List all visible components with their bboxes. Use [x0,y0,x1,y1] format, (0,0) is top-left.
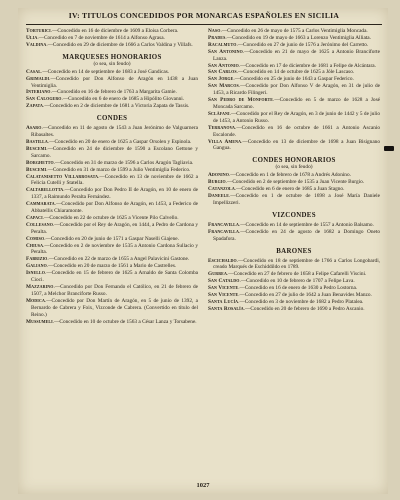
left-column [26,28,198,325]
title-entry [26,42,198,49]
title-grant-text: .—Concedido en 5 de marzo de 1628 a José Moncada Sarcamo. [213,97,380,110]
title-entry [26,28,198,35]
title-grant-text: .—Concedido en 29 de diciembre de 1666 a Carlos Valdina y Villafs. [46,41,193,48]
title-grant-text: .—Concedido en 26 de mayo de 1575 a Carlos Ventimiglia Moncada. [220,28,368,34]
title-grant-text: .—Concedido en 31 de marzo de 1599 a Julio Ventimiglia Federico. [46,166,191,173]
title-entry [208,179,380,186]
title-entry [26,96,198,103]
title-name: Isnello [26,270,45,277]
right-sections [208,157,380,313]
title-grant-text: .—Concedido en 11 de agosto de 1543 a Juan Jerónimo de Valguarnera Ribasaltes. [31,125,198,139]
title-entry [208,278,380,285]
title-entry [208,69,380,76]
page-number: 1027 [196,482,210,489]
title-grant-text: .—Concedido en 27 de febrero de 1658 a Felipe Cafarelli Viscini. [226,271,367,278]
title-name: San Antonio [208,62,239,69]
title-grant-text: .—Concedido en 13 de diciembre de 1698 a Juan Bisignano Gangua. [213,138,380,152]
title-grant-text: .—Concedido en 19 de mayo de 1663 a Lorenzo Ventimiglia Alliata. [225,34,371,41]
title-name: San Vicente [208,292,239,299]
title-name: Prades [208,34,226,41]
title-name: Fabrizio [26,256,48,263]
title-grant-text: .—Concedido en 27 de junio de 1576 a Jerónimo del Carretto. [236,41,369,48]
title-name: San Jorge [208,76,234,83]
title-grant-text: .—Concedido por Don Alfonso de Aragón en 1438 a Juan Ventimiglia. [31,75,198,89]
title-name: Borghetto [26,159,54,166]
section-subtitle: (o sea, sin feudo) [93,60,131,67]
title-entry [26,160,198,167]
title-grant-text: .—Concedido en 16 de febrero de 1763 a Margarita Gamie. [50,89,177,96]
title-entry [26,243,198,257]
title-name: Calatanisetto Villarrosata [26,173,99,180]
title-grant-text: .—Concedido en 21 de mayo de 1625 a Antonio Branciforte Lanza. [213,48,380,62]
title-grant-text: .—Concedido en 20 de marzo de 1561 a Mario de Castrelles. [46,263,177,270]
title-name: Santa Lucía [208,299,239,305]
title-entry [26,174,198,188]
title-entry [26,284,198,298]
title-name: Burgio [208,179,226,186]
title-entry [208,125,380,139]
title-name: Capaci [26,214,43,221]
title-grant-text: .—Concedido en 6 de enero de 1685 a Hipólito Giovanni. [61,96,185,103]
title-grant-text: .—Concedido por Don Fernando el Católico, en 21 de febrero de 1507, a Melchor Branciforte Russo. [31,284,198,297]
title-name: Galiano [26,263,47,270]
title-name: Modica [26,297,45,304]
section-subtitle: (o sea, sin feudo) [275,164,313,171]
title-name: Francavilla [208,221,239,228]
title-entry [26,256,198,263]
title-entry [208,42,380,49]
title-name: Interiano [26,89,51,96]
title-grant-text: .—Concedido por Don Martín de Aragón, en 5 de junio de 1392, a Bernardo de Cabrera y Foix, Vizconde de Cabrera. (Convertido en título del Reino.) [31,297,198,318]
title-grant-text: .—Concedido en 15 de febrero de 1625 a Arnaldo de Santa Colomba Cioci. [31,270,198,284]
title-name: Terranova [208,124,236,131]
title-grant-text: .—Concedido en 20 de febrero de 1690 a Pedro Ascanio. [243,305,365,312]
title-entry [208,285,380,292]
title-entry [26,319,198,326]
title-entry [208,258,380,272]
title-grant-text: .—Concedido en 2 de septiembre de 1535 a Juan Vicente Burgio. [225,179,365,186]
title-entry [208,63,380,70]
title-grant-text: .—Concedido en 10 de febrero de 1707 a Felipe Lava. [239,278,355,285]
title-name: Buscemi [26,145,47,152]
title-grant-text: .—Concedido en 14 de septiembre de 1557 a Antonio Balsamo. [238,221,374,228]
title-grant-text: .—Concedido por Don Pedro II de Aragón, en 10 de enero de 1337, a Raimundo Peralta Fernández. [31,187,198,201]
title-entry [26,89,198,96]
title-grant-text: .—Concedido por Don Alfonso de Aragón, en 1453, a Federico de Abbatellis Chiaramonte. [31,201,198,215]
title-name: Collesano [26,221,53,228]
title-grant-text: .—Concedido en 17 de diciembre de 1681 a Felipe de Alcántara. [238,62,376,69]
title-grant-text: .—Concedido por Don Alfonso V de Aragón, en 31 de julio de 1453, a Ricardo Filingeri. [213,83,380,97]
title-entry [26,139,198,146]
title-name: Mazzarino [26,284,54,290]
title-entry [208,186,380,193]
title-name: Zapata [26,103,44,110]
title-entry [208,229,380,243]
title-grant-text: .—Concedido por el Rey de Aragón, en 3 de junio de 1442 y 5 de julio de 1453, a Antonio Russo. [213,110,380,124]
title-name: San Marcos [208,83,239,90]
title-entry [208,97,380,111]
title-entry [26,298,198,319]
title-name: San Cataldo [208,278,240,285]
title-grant-text: .—Concedido en 24 de agosto de 1682 a Domingo Oneto Spadafora. [213,228,380,242]
title-grant-text: .—Concedido en 14 de octubre de 1625 a Jóle Lascaso. [236,69,355,76]
title-grant-text: .—Concedido en 7 de noviembre de 1614 a Alfonso Agrasa. [37,34,165,41]
title-entry [208,111,380,125]
title-name: Francavilla [208,228,239,235]
title-entry [208,299,380,306]
title-name: San Carlos [208,69,237,76]
title-entry [26,201,198,215]
title-name: San Antonino [208,48,243,55]
title-name: Asaro [26,125,42,132]
title-entry [26,270,198,284]
title-entry [26,187,198,201]
title-entry [26,125,198,139]
title-name: Santa Rosalía [208,305,244,312]
title-entry [208,28,380,35]
title-entry [26,76,198,90]
title-grant-text: .—Concedido en 25 de junio de 1643 a Gaspar Federico. [233,76,354,83]
title-grant-text: .—Concedido en 18 de septiembre de 1766 a Carlos Longobardi, creado Marqués de Eschiddildo en 1789. [213,257,380,271]
title-entry [208,292,380,299]
section-title: BARONES [276,247,312,255]
title-entry [26,167,198,174]
title-grant-text: .—Concedido en 10 de octubre de 1563 a César Lanza y Torsabene. [52,318,197,325]
left-sections [26,54,198,326]
title-entry [208,172,380,179]
title-name: Ulia [26,34,38,41]
title-entry [26,103,198,110]
title-name: Catanzola [208,186,235,193]
title-name: Racalmuto [208,41,237,48]
title-grant-text: .—Concedido en 20 de enero de 1625 a Gaspar Orsolen y Espinola. [47,138,192,145]
title-grant-text: .—Concedido en 13 de noviembre de 1662 a Felicia Cutelli y Statella. [31,173,198,187]
title-grant-text: .—Concedido en 31 de marzo de 1596 a Carlos Aragón Tagliavia. [53,159,194,166]
title-grant-text: .—Concedido en 22 de octubre de 1625 a Vicente Pilo Calvello. [42,214,179,221]
title-entry [208,193,380,207]
title-name: Escichaldo [208,257,237,264]
title-name: Gurrea [208,271,227,278]
title-name: Buscemi [26,166,47,173]
title-grant-text: .—Concedido en 6 de enero de 1685 a Juan Stagno. [234,186,345,193]
title-entry [208,306,380,313]
title-name: San Calogero [26,96,62,103]
title-name: Naso [208,28,221,34]
title-grant-text: .—Concedido en 16 de enero de 1630 a Pedro Lostorna. [238,285,358,292]
right-column [208,28,380,313]
title-name: Villa Amena [208,138,242,145]
left-intro-entries [26,28,198,49]
section-title: VIZCONDES [272,211,316,219]
section-title: MARQUESES HONORARIOS [62,53,162,61]
title-name: Caltabellotta [26,187,64,194]
title-name: San Vicente [208,285,239,292]
title-name: Casal [26,68,41,75]
title-grant-text: .—Concedido en 20 de junio de 1571 a Gaspar Naselli Giajene. [44,235,179,242]
title-name: Mussumeli [26,318,53,325]
title-entry [26,35,198,42]
title-name: San Pedro de Monforte [208,97,273,104]
title-name: Valdina [26,41,47,48]
title-grant-text: .—Concedido en 1 de octubre de 1698 a José María Daniele Impellizzeri. [213,193,380,206]
section-title: CONDES [96,115,128,123]
title-name: Sclàfani [208,110,230,117]
title-entry [208,35,380,42]
right-intro-entries [208,28,380,152]
title-grant-text: .—Concedido en 3 de noviembre de 1682 a Pedro Platalea. [238,299,364,305]
title-name: Adonino [208,172,229,179]
title-grant-text: .—Concedido en 24 de diciembre de 1590 a Escolano Gettone y Sarcamo. [31,145,198,159]
title-entry [208,222,380,229]
title-grant-text: .—Concedido en 16 de diciembre de 1609 a Eloisa Corbera. [50,28,179,34]
title-name: Cammarata [26,201,55,208]
title-entry [208,139,380,153]
section-title: CONDES HONORARIOS [252,157,336,165]
title-name: Chiusa [26,242,44,249]
running-header: IV: TITULOS CONCEDIDOS POR MONARCAS ESPAÑOLES EN SICILIA [26,8,382,25]
title-name: Comiso [26,235,45,242]
title-entry [208,83,380,97]
title-grant-text: .—Concedido en 2 de noviembre de 1535 a Antonio Cardona Sullacio y Peralta. [31,242,198,256]
title-name: Torturici [26,28,51,34]
title-name: Daneele [208,193,229,200]
title-entry [26,236,198,243]
title-grant-text: .—Concedido por el Rey de Aragón, en 1444, a Pedro de Cardona y Peralta. [31,221,198,235]
title-grant-text: .—Concedido en 14 de septiembre de 1683 a José Gandicas. [41,68,170,75]
bookmark-tab [384,146,394,151]
title-entry [26,146,198,160]
title-grant-text: .—Concedido en 1 de febrero de 1678 a Andrés Adonino. [228,172,351,179]
title-name: Grimaldi [26,75,50,82]
title-entry [26,222,198,236]
title-grant-text: .—Concedido en 2 de diciembre de 1681 a Victoria Zapata de Tassis. [43,103,190,110]
title-entry [26,69,198,76]
title-grant-text: .—Concedido en 22 de marzo de 1655 a Angel Palavicini Gastone. [47,256,190,263]
title-entry [26,215,198,222]
title-entry [208,49,380,63]
title-grant-text: .—Concedido en 27 de julio de 1642 a Juan Benavides Manzo. [238,292,372,299]
title-name: Bastilla [26,138,48,145]
book-page [18,8,388,494]
title-grant-text: .—Concedido en 16 de octubre de 1661 a Antonio Ascanio Escalonde. [213,124,380,138]
